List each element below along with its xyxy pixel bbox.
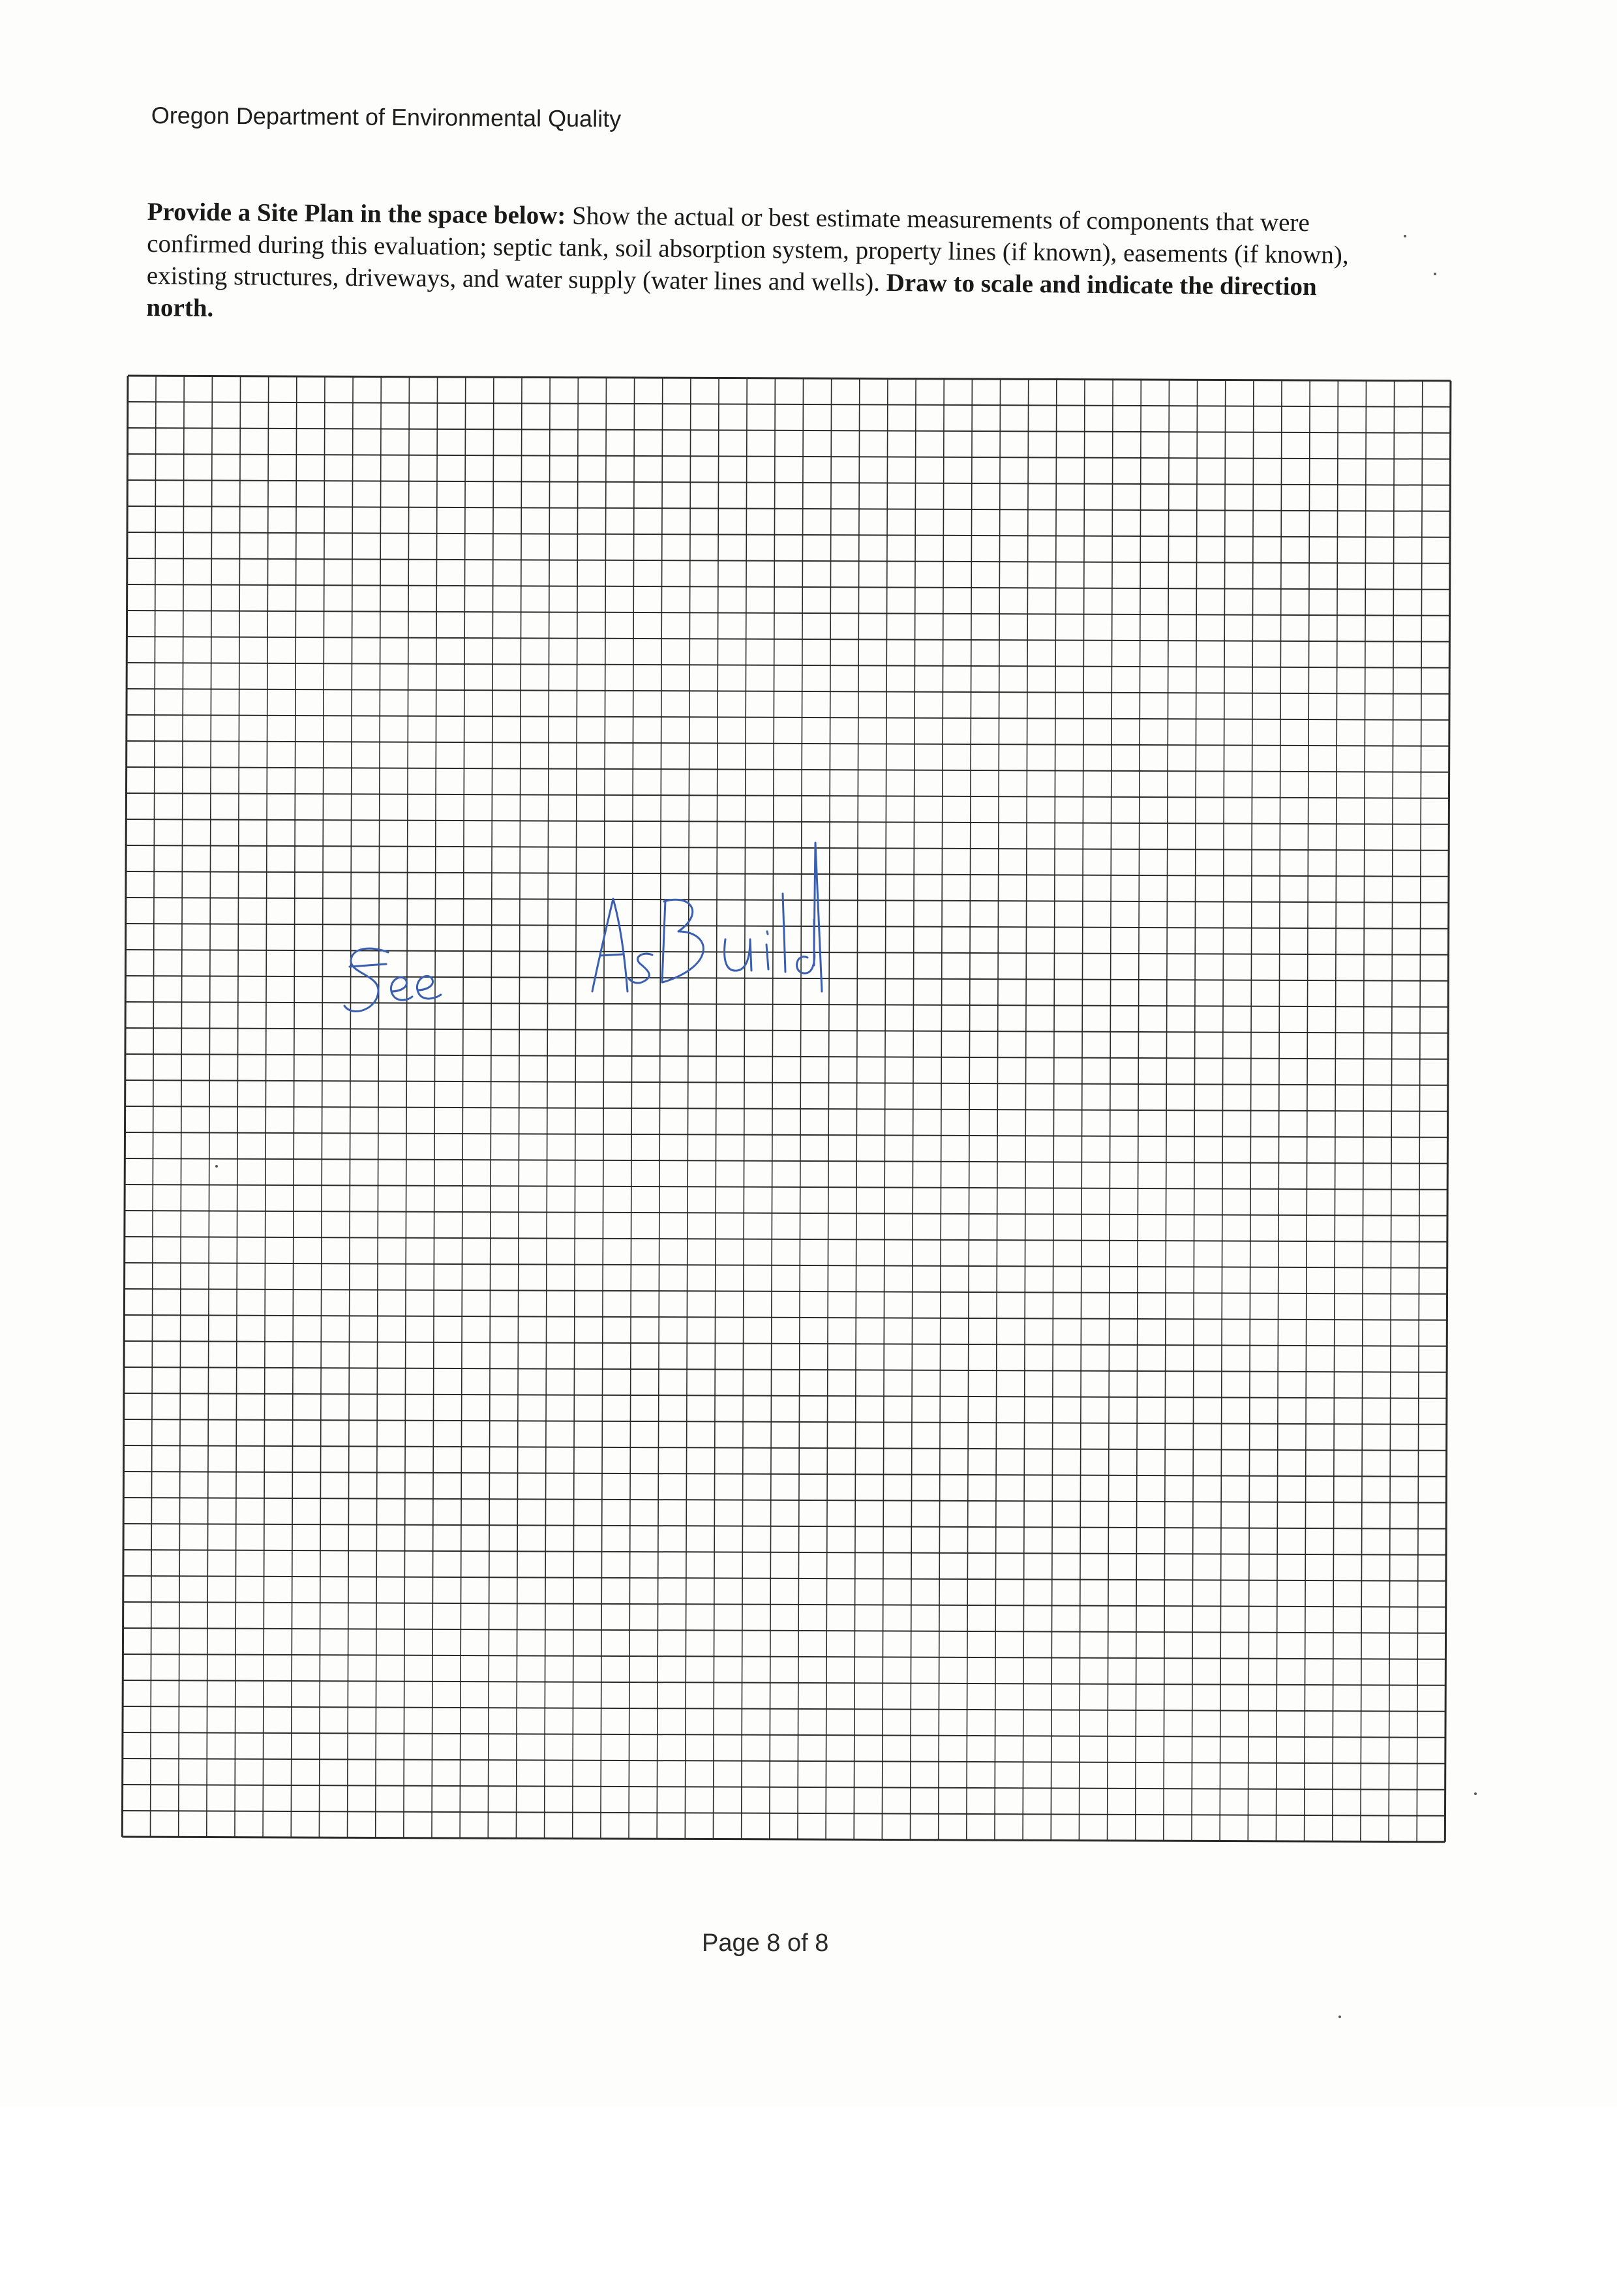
- grid-horizontal-line: [123, 1706, 1445, 1712]
- grid-horizontal-line: [124, 1419, 1447, 1425]
- site-plan-grid: [118, 367, 1455, 1849]
- grid-horizontal-line: [127, 558, 1450, 564]
- grid-horizontal-line: [125, 1263, 1447, 1268]
- scan-speck: [1338, 2016, 1341, 2018]
- instructions-lead: Provide a Site Plan in the space below:: [147, 197, 566, 230]
- grid-horizontal-line: [128, 376, 1451, 381]
- grid-horizontal-line: [123, 1602, 1446, 1607]
- grid-horizontal-line: [125, 1211, 1447, 1216]
- scan-speck: [215, 1165, 218, 1168]
- grid-horizontal-line: [123, 1550, 1446, 1555]
- grid-horizontal-line: [125, 1080, 1448, 1085]
- grid-horizontal-line: [124, 1315, 1447, 1320]
- grid-horizontal-line: [123, 1732, 1445, 1738]
- scan-speck: [1434, 273, 1436, 275]
- grid-horizontal-line: [128, 428, 1451, 433]
- grid-horizontal-line: [127, 741, 1449, 746]
- grid-horizontal-line: [123, 1524, 1446, 1529]
- grid-horizontal-line: [127, 689, 1449, 694]
- grid-horizontal-line: [123, 1472, 1446, 1477]
- page-number: Page 8 of 8: [702, 1929, 829, 1957]
- grid-horizontal-line: [125, 1237, 1447, 1242]
- grid-horizontal-line: [125, 1289, 1447, 1294]
- grid-horizontal-line: [125, 1185, 1447, 1190]
- grid-horizontal-line: [127, 767, 1449, 772]
- site-plan-instructions: [146, 196, 1374, 335]
- grid-horizontal-line: [124, 1445, 1447, 1451]
- grid-horizontal-line: [123, 1628, 1446, 1633]
- grid-horizontal-line: [124, 1367, 1447, 1372]
- grid-horizontal-line: [128, 402, 1451, 407]
- site-plan-grid-area[interactable]: [117, 367, 1455, 2296]
- handwritten-see-asbuild: [326, 796, 933, 1057]
- grid-horizontal-line: [127, 611, 1450, 616]
- grid-horizontal-line: [123, 1576, 1446, 1581]
- grid-horizontal-line: [124, 1393, 1447, 1398]
- grid-horizontal-line: [127, 532, 1450, 537]
- scan-speck: [1474, 1792, 1477, 1795]
- grid-horizontal-line: [123, 1680, 1445, 1685]
- grid-horizontal-line: [123, 1785, 1445, 1790]
- grid-horizontal-line: [127, 480, 1450, 485]
- grid-horizontal-line: [125, 1132, 1447, 1138]
- grid-horizontal-line: [123, 1654, 1445, 1659]
- grid-horizontal-line: [124, 1341, 1447, 1346]
- grid-horizontal-line: [127, 584, 1450, 590]
- grid-horizontal-line: [125, 1106, 1448, 1111]
- scan-speck: [1404, 235, 1406, 237]
- grid-horizontal-line: [122, 1837, 1445, 1842]
- grid-horizontal-line: [127, 715, 1449, 720]
- instructions-tail: Draw to scale and indicate the direction north.: [146, 268, 1317, 322]
- grid-horizontal-line: [127, 663, 1449, 668]
- grid-horizontal-line: [125, 1158, 1447, 1164]
- agency-header: Oregon Department of Environmental Quality: [151, 102, 622, 132]
- grid-horizontal-line: [123, 1498, 1446, 1503]
- instructions-body: Show the actual or best estimate measurements of components that were confirmed during this evaluation; septic tank, soil absorption system, property lines (if known), easements (if known), existing structures, driveways, and water supply (water lines and wells).: [146, 202, 1349, 297]
- grid-horizontal-line: [127, 637, 1449, 642]
- grid-horizontal-line: [123, 1759, 1445, 1764]
- grid-horizontal-line: [127, 454, 1450, 459]
- grid-horizontal-line: [122, 1811, 1445, 1816]
- grid-horizontal-line: [127, 506, 1450, 511]
